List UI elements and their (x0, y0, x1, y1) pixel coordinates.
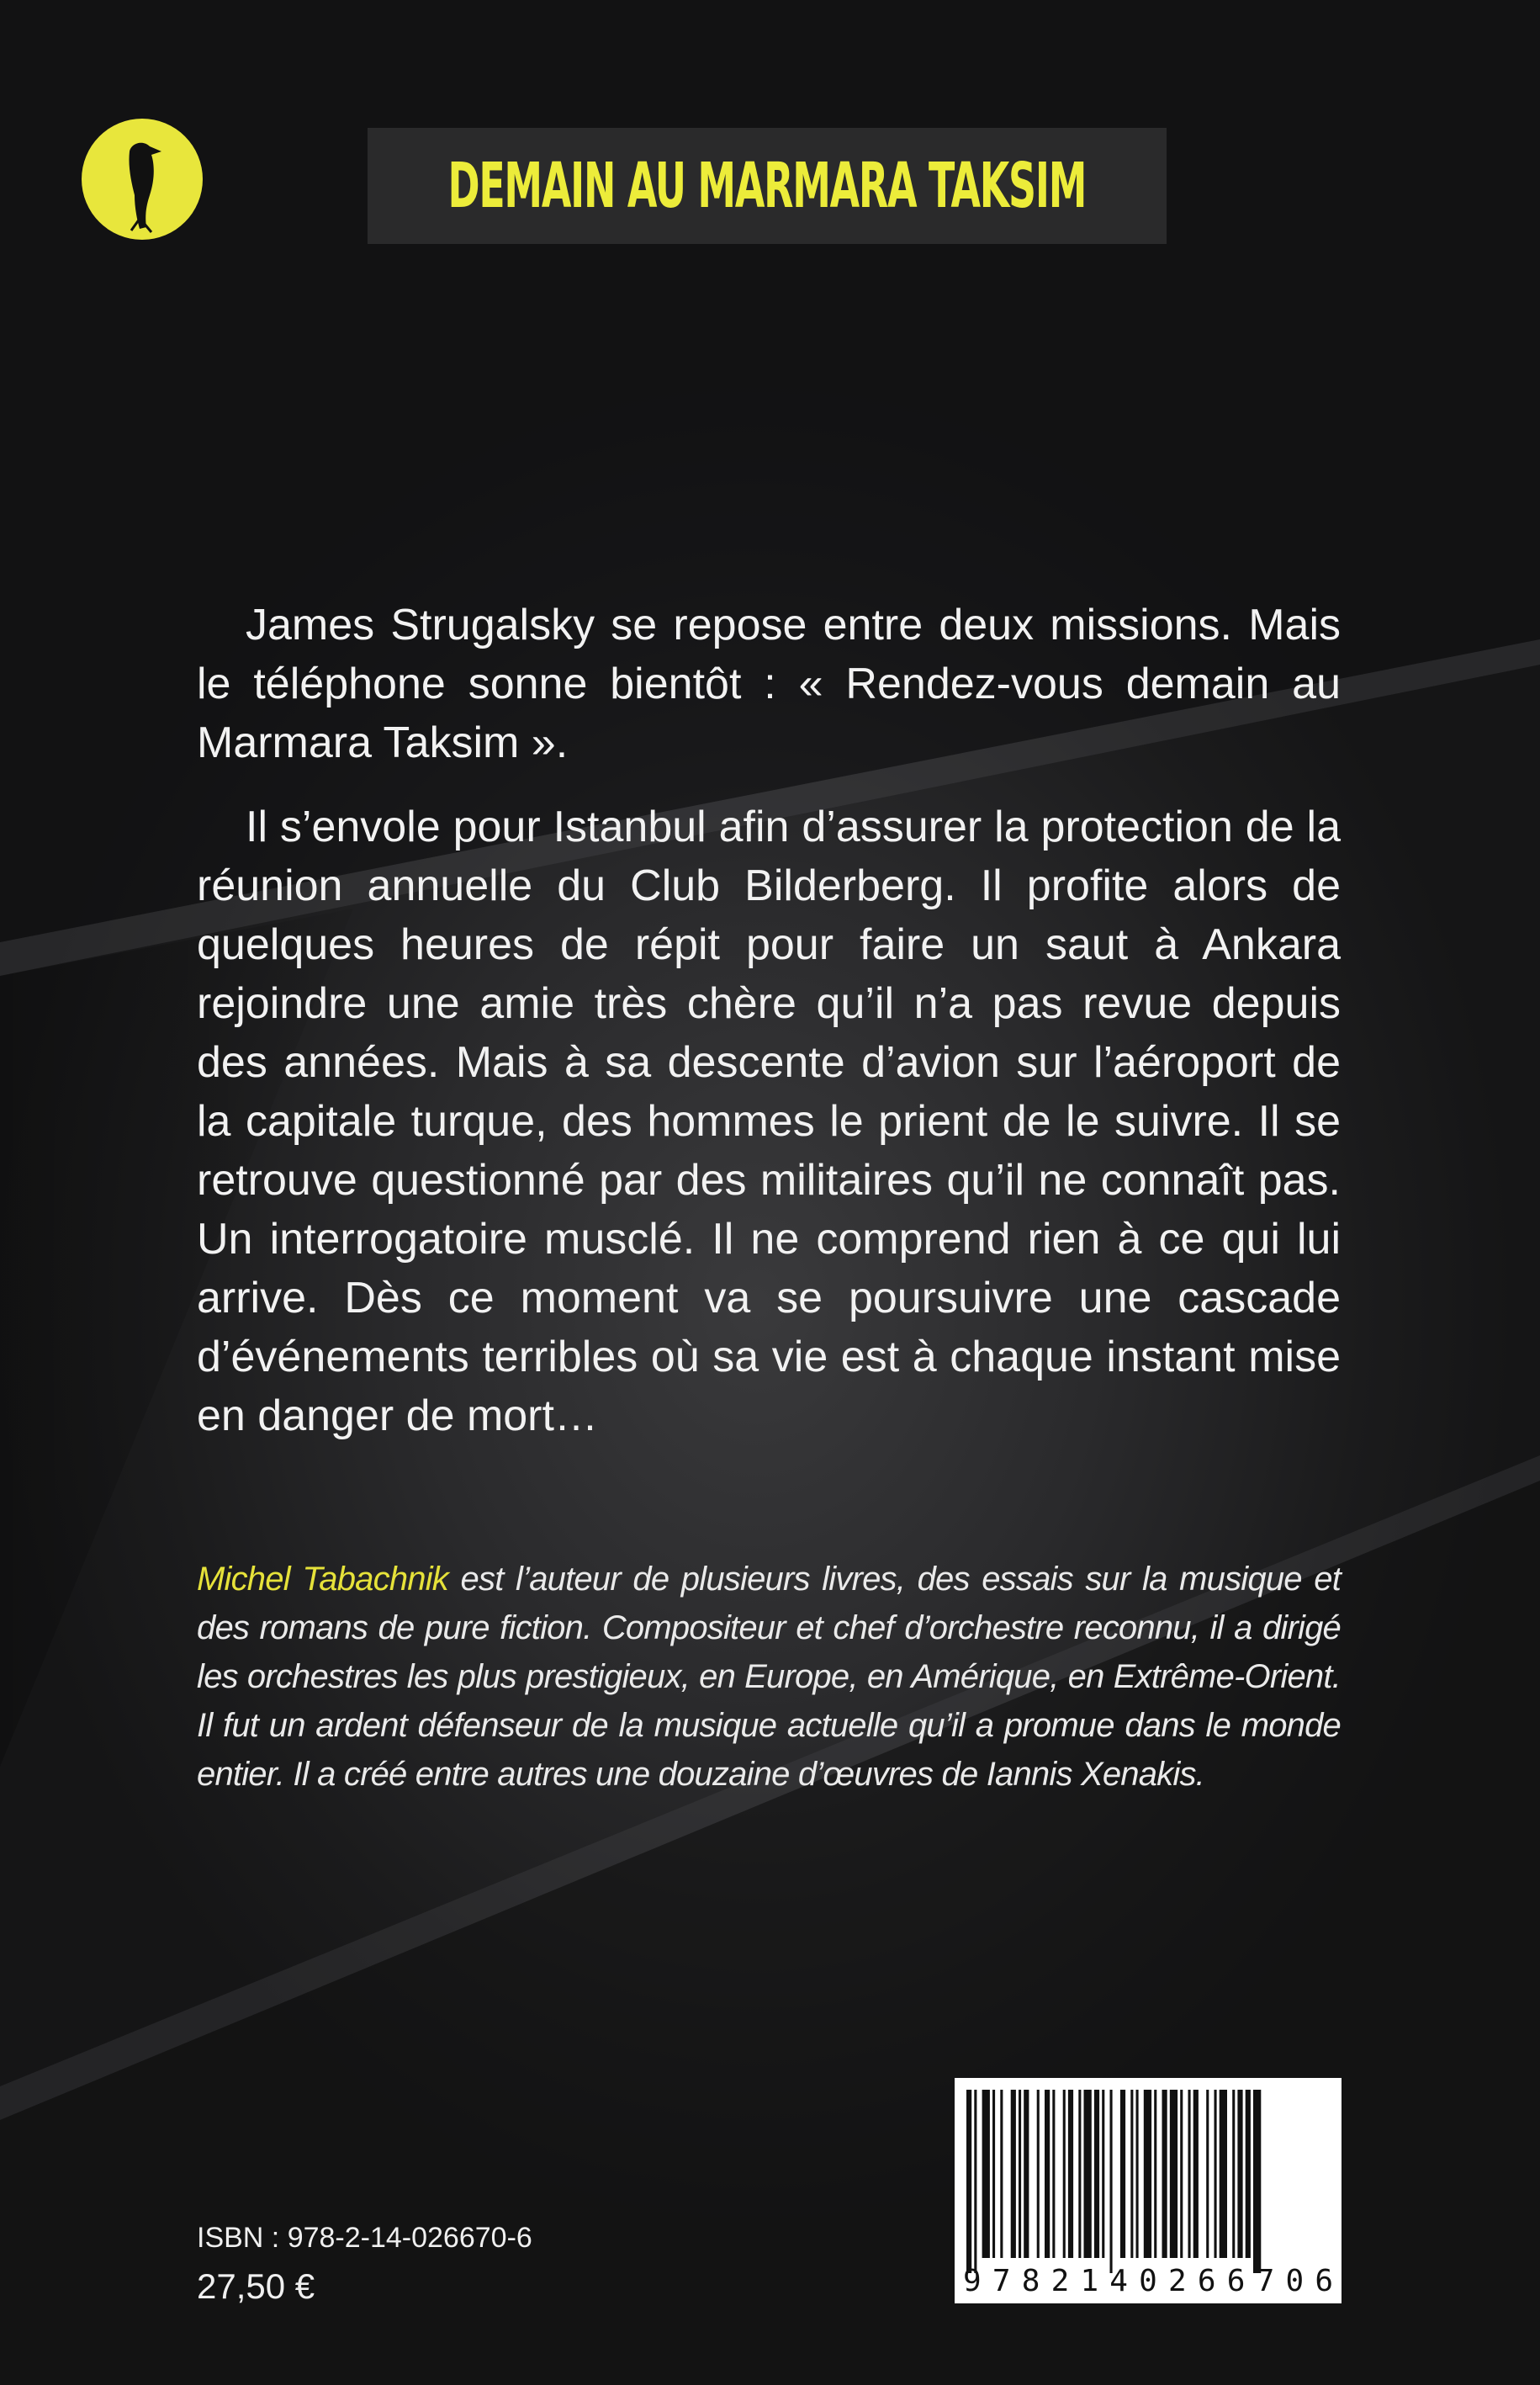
barcode-bar (982, 2090, 990, 2258)
barcode (955, 2078, 1342, 2303)
barcode-bar (1068, 2090, 1073, 2258)
barcode-digit: 0 (1285, 2264, 1305, 2298)
barcode-digit: 6 (1197, 2264, 1216, 2298)
barcode-bar (1220, 2090, 1227, 2258)
barcode-bar (1052, 2090, 1055, 2258)
barcode-bar (974, 2090, 976, 2273)
barcode-bar (1136, 2090, 1139, 2258)
barcode-bar (1170, 2090, 1177, 2258)
barcode-bar (1206, 2090, 1209, 2258)
price: 27,50 € (197, 2266, 315, 2306)
barcode-digit: 1 (1080, 2264, 1099, 2298)
barcode-digits (963, 2265, 1333, 2298)
barcode-bar (1162, 2090, 1167, 2258)
barcode-bar (1193, 2090, 1199, 2258)
title-banner (368, 128, 1167, 244)
barcode-bar (1045, 2090, 1050, 2258)
synopsis (197, 596, 1341, 1471)
synopsis-paragraph-1: James Strugalsky se repose entre deux missions. Mais le téléphone sonne bientôt : « Rendez-vous demain au Marmara Taksim ». (197, 601, 1341, 767)
barcode-digit: 0 (1139, 2264, 1157, 2298)
barcode-bar (1102, 2090, 1104, 2258)
barcode-digit: 6 (1226, 2264, 1246, 2298)
isbn: ISBN : 978-2-14-026670-6 (197, 2222, 532, 2254)
barcode-bar (1215, 2090, 1217, 2258)
author-bio (197, 1555, 1341, 1799)
barcode-bar (1237, 2090, 1242, 2258)
barcode-bar (1253, 2090, 1261, 2273)
barcode-bar (1154, 2090, 1156, 2258)
barcode-bar (1110, 2090, 1113, 2273)
barcode-digit: 6 (1315, 2264, 1333, 2298)
barcode-bar (1019, 2090, 1021, 2258)
barcode-bar (1130, 2090, 1133, 2258)
barcode-bar (1094, 2090, 1099, 2258)
barcode-bar (1000, 2090, 1003, 2258)
barcode-bar (1011, 2090, 1016, 2258)
barcode-bar (1084, 2090, 1092, 2258)
barcode-digit: 7 (1256, 2264, 1275, 2298)
barcode-digit: 7 (992, 2264, 1011, 2298)
barcode-bar (1246, 2090, 1251, 2258)
author-name: Michel Tabachnik (197, 1561, 449, 1598)
author-bio-text: est l’auteur de plusieurs livres, des essais sur la musique et des romans de pure fiction. Compositeur et chef d’orchestre reconnu, il a dirigé les orchestres les plus prestigieux, en Europe, en Amérique, en Extrême-Orient. Il fut un ardent défenseur de la musique actuelle qu’il a promue dans le monde entier. Il a créé entre autres une douzaine d’œuvres de Iannis Xenakis. (197, 1561, 1342, 1793)
book-title: DEMAIN AU MARMARA TAKSIM (447, 150, 1087, 222)
barcode-bar (1120, 2090, 1125, 2258)
publisher-logo-bird-icon (81, 118, 204, 241)
barcode-digit: 9 (963, 2264, 982, 2298)
barcode-digit: 4 (1109, 2264, 1128, 2298)
barcode-bar (1232, 2090, 1235, 2258)
barcode-bar (1037, 2090, 1040, 2258)
barcode-bar (1078, 2090, 1081, 2258)
barcode-bar (1188, 2090, 1191, 2258)
barcode-digit: 8 (1021, 2264, 1040, 2298)
barcode-digit: 2 (1168, 2264, 1187, 2298)
barcode-digit: 2 (1050, 2264, 1070, 2298)
barcode-bar (1144, 2090, 1151, 2258)
barcode-bar (1024, 2090, 1029, 2258)
barcode-bar (1063, 2090, 1066, 2258)
barcode-bar (1180, 2090, 1183, 2258)
synopsis-paragraph-2: Il s’envole pour Istanbul afin d’assurer la protection de la réunion annuelle du Club Bilderberg. Il profite alors de quelques heures de répit pour faire un saut à Ankara rejoindre une amie très chère qu’il n’a pas revue depuis des années. Mais à sa descente d’avion sur l’aéroport de la capitale turque, des hommes le prient de le suivre. Il se retrouve questionné par des militaires qu’il ne connaît pas. Un interrogatoire musclé. Il ne comprend rien à ce qui lui arrive. Dès ce moment va se poursuivre une cascade d’événements terribles où sa vie est à chaque instant mise en danger de mort… (197, 803, 1341, 1440)
barcode-bar (966, 2090, 971, 2273)
barcode-bar (992, 2090, 995, 2258)
